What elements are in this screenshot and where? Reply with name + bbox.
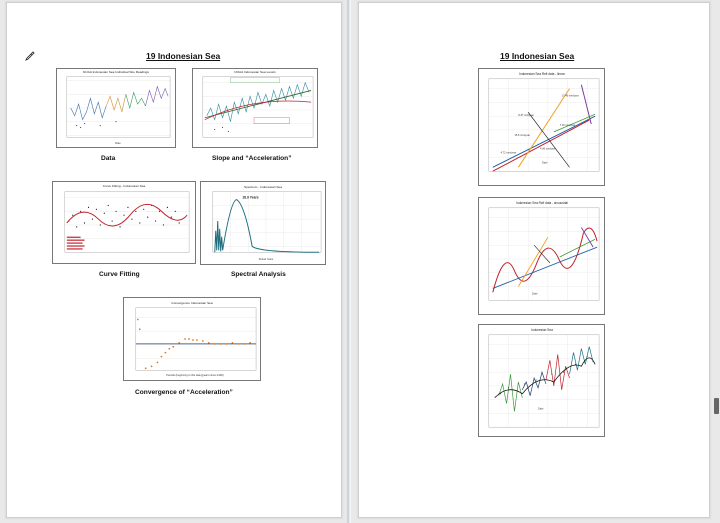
pen-cursor-icon: [24, 50, 36, 62]
document-page-left: [6, 2, 342, 518]
convergence-chart-title: Convergence Indonesian Sea: [171, 300, 213, 305]
data-chart-title: NOAA Indonesian Sea Individual Site Readings: [83, 69, 149, 74]
spectral-caption: Spectral Analysis: [231, 271, 286, 278]
rate-label-1: 17.46 mm/year: [561, 94, 579, 98]
sinusoidal-chart: [478, 197, 605, 315]
sinusoidal-date-label: Date: [532, 292, 538, 296]
slope-chart-title: NOAA Indonesian Sea Levels: [234, 69, 276, 74]
scatter-chart: [478, 324, 605, 437]
slope-chart: [192, 68, 318, 148]
rate-label-2: 8.37 mm/year: [518, 114, 534, 118]
rate-label-3: 7.16 mm/year: [559, 124, 576, 128]
spectral-peak-label: 18.9 Years: [242, 195, 259, 200]
page-title-right: 19 Indonesian Sea: [500, 51, 575, 61]
curve-fitting-caption: Curve Fitting: [99, 271, 140, 278]
rate-label-4: 15.6 mm/year: [514, 133, 531, 137]
spectral-chart: [200, 181, 326, 265]
sinusoidal-chart-svg: [479, 198, 604, 314]
slope-chart-svg: [193, 69, 317, 147]
rate-label-5: 4.06 mm/year: [540, 147, 556, 151]
linear-rates-chart: [478, 68, 605, 186]
page-title: 19 Indonesian Sea: [146, 51, 221, 61]
convergence-caption: Convergence of “Acceleration”: [135, 389, 233, 396]
linear-chart-title: Indonesian Sea Relt data - linear: [519, 71, 565, 76]
scatter-chart-svg: [479, 325, 604, 436]
page-gutter-shade: [350, 0, 351, 523]
spectral-xlabel: Period Years: [258, 258, 274, 262]
linear-rates-chart-svg: [479, 69, 604, 185]
linear-date-label: Date: [541, 161, 548, 165]
vertical-scrollbar-thumb[interactable]: [714, 398, 719, 414]
convergence-xlabel: Periods (beginning to this date)(years minus 1900): [166, 374, 224, 378]
convergence-chart: [123, 297, 261, 381]
curve-fitting-chart-svg: [53, 182, 195, 263]
scatter-date-label: Date: [538, 407, 544, 411]
svg-text:Date: Date: [115, 142, 121, 146]
page-gutter: [347, 0, 349, 523]
data-caption: Data: [101, 155, 116, 162]
spectral-chart-svg: [201, 182, 325, 264]
data-chart-svg: [57, 69, 175, 147]
curve-chart-title: Curve Fitting - Indonesian Sea: [102, 183, 146, 188]
rate-label-6: 4.72 mm/year: [500, 151, 517, 155]
spectral-chart-title: Spectrum - Indonesian Sea: [243, 184, 283, 189]
sinusoidal-chart-title: Indonesian Sea Relt data - sinusoidal: [516, 200, 568, 205]
document-page-right: [358, 2, 710, 518]
data-chart: [56, 68, 176, 148]
scatter-chart-title: Indonesian Sea: [531, 327, 553, 332]
convergence-chart-svg: [124, 298, 260, 380]
curve-fitting-chart: [52, 181, 196, 264]
slope-caption: Slope and “Acceleration”: [212, 155, 292, 162]
